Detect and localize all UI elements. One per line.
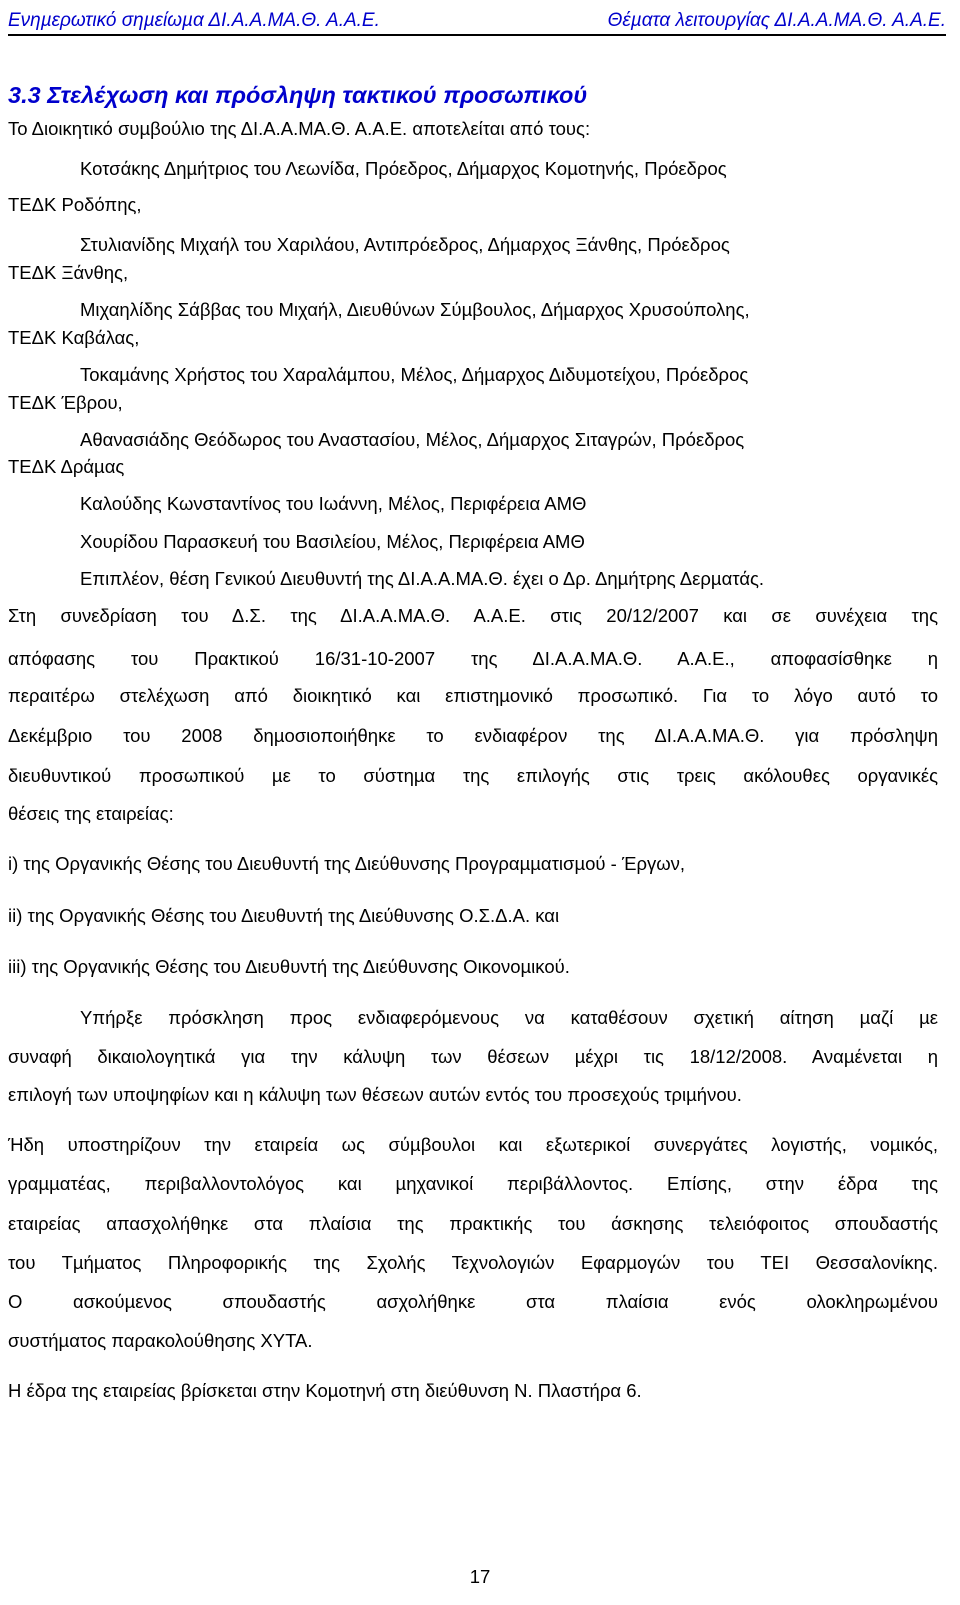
decision-line-1: Στη συνεδρίαση του Δ.Σ. της ΔΙ.Α.Α.ΜΑ.Θ. Α.Α.Ε. στις 20/12/2007 και σε συνέχεια της [8, 605, 938, 626]
position-2: ii) της Οργανικής Θέσης του Διευθυντή της Διεύθυνσης Ο.Σ.Δ.Α. και [8, 905, 560, 926]
member-6-line: Καλούδης Κωνσταντίνος του Ιωάννη, Μέλος, Περιφέρεια ΑΜΘ [80, 493, 587, 514]
board-intro: Το Διοικητικό συµβούλιο της ΔΙ.Α.Α.ΜΑ.Θ. Α.Α.Ε. αποτελείται από τους: [8, 118, 591, 139]
member-4-line-1: Τοκαµάνης Χρήστος του Χαραλάµπου, Μέλος, Δήµαρχος Διδυµοτείχου, Πρόεδρος [80, 364, 749, 385]
consultants-line-1: Ήδη υποστηρίζουν την εταιρεία ως σύµβουλοι και εξωτερικοί συνεργάτες λογιστής, νοµικός, [8, 1134, 938, 1155]
consultants-line-5: Ο ασκούµενος σπουδαστής ασχολήθηκε στα πλαίσια ενός ολοκληρωµένου [8, 1291, 938, 1312]
member-5-line-2: ΤΕΔΚ Δράµας [8, 456, 125, 477]
decision-line-3: περαιτέρω στελέχωση από διοικητικό και επιστηµονικό προσωπικό. Για το λόγο αυτό το [8, 685, 938, 706]
member-1-line-1: Κοτσάκης Δηµήτριος του Λεωνίδα, Πρόεδρος, Δήµαρχος Κοµοτηνής, Πρόεδρος [80, 158, 727, 179]
member-7-line: Χουρίδου Παρασκευή του Βασιλείου, Μέλος, Περιφέρεια ΑΜΘ [80, 531, 585, 552]
member-2-line-1: Στυλιανίδης Μιχαήλ του Χαριλάου, Αντιπρόεδρος, Δήµαρχος Ξάνθης, Πρόεδρος [80, 234, 730, 255]
member-1-line-2: ΤΕΔΚ Ροδόπης, [8, 194, 142, 215]
consultants-line-3: εταιρείας απασχολήθηκε στα πλαίσια της πρακτικής του άσκησης τελειόφοιτος σπουδαστής [8, 1213, 938, 1234]
header-right-text: Θέµατα λειτουργίας ΔΙ.Α.Α.ΜΑ.Θ. Α.Α.Ε. [607, 10, 946, 31]
general-manager-note: Επιπλέον, θέση Γενικού Διευθυντή της ΔΙ.Α.Α.ΜΑ.Θ. έχει ο Δρ. Δηµήτρης Δερµατάς. [80, 568, 765, 589]
section-title: 3.3 Στελέχωση και πρόσληψη τακτικού προσωπικού [8, 82, 588, 108]
running-header [8, 4, 946, 36]
member-4-line-2: ΤΕΔΚ Έβρου, [8, 392, 123, 413]
decision-line-5: διευθυντικού προσωπικού µε το σύστηµα της επιλογής στις τρεις ακόλουθες οργανικές [8, 765, 938, 786]
decision-line-6: θέσεις της εταιρείας: [8, 803, 174, 824]
member-3-line-1: Μιχαηλίδης Σάββας του Μιχαήλ, Διευθύνων Σύµβουλος, Δήµαρχος Χρυσούπολης, [80, 299, 750, 320]
position-3: iii) της Οργανικής Θέσης του Διευθυντή της Διεύθυνσης Οικονοµικού. [8, 956, 570, 977]
consultants-line-4: του Τµήµατος Πληροφορικής της Σχολής Τεχνολογιών Εφαρµογών του ΤΕΙ Θεσσαλονίκης. [8, 1252, 938, 1273]
decision-line-2: απόφασης του Πρακτικού 16/31-10-2007 της ΔΙ.Α.Α.ΜΑ.Θ. Α.Α.Ε., αποφασίσθηκε η [8, 648, 938, 669]
position-1: i) της Οργανικής Θέσης του Διευθυντή της Διεύθυνσης Προγραµµατισµού - Έργων, [8, 853, 686, 874]
applications-line-2: συναφή δικαιολογητικά για την κάλυψη των θέσεων µέχρι τις 18/12/2008. Αναµένεται η [8, 1046, 938, 1067]
consultants-line-6: συστήµατος παρακολούθησης ΧΥΤΑ. [8, 1330, 313, 1351]
header-left-text: Ενηµερωτικό σηµείωµα ΔΙ.Α.Α.ΜΑ.Θ. Α.Α.Ε. [8, 10, 380, 31]
applications-line-1: Υπήρξε πρόσκληση προς ενδιαφερόµενους να καταθέσουν σχετική αίτηση µαζί µε [80, 1007, 938, 1028]
page-number: 17 [469, 1566, 491, 1587]
member-3-line-2: ΤΕΔΚ Καβάλας, [8, 327, 140, 348]
applications-line-3: επιλογή των υποψηφίων και η κάλυψη των θέσεων αυτών εντός του προσεχούς τριµήνου. [8, 1084, 742, 1105]
member-5-line-1: Αθανασιάδης Θεόδωρος του Αναστασίου, Μέλος, Δήµαρχος Σιταγρών, Πρόεδρος [80, 429, 745, 450]
member-2-line-2: ΤΕΔΚ Ξάνθης, [8, 262, 129, 283]
headquarters-sentence: Η έδρα της εταιρείας βρίσκεται στην Κοµοτηνή στη διεύθυνση Ν. Πλαστήρα 6. [8, 1380, 642, 1401]
consultants-line-2: γραµµατέας, περιβαλλοντολόγος και µηχανικοί περιβάλλοντος. Επίσης, στην έδρα της [8, 1173, 938, 1194]
decision-line-4: Δεκέµβριο του 2008 δηµοσιοποιήθηκε το ενδιαφέρον της ΔΙ.Α.Α.ΜΑ.Θ. για πρόσληψη [8, 725, 938, 746]
